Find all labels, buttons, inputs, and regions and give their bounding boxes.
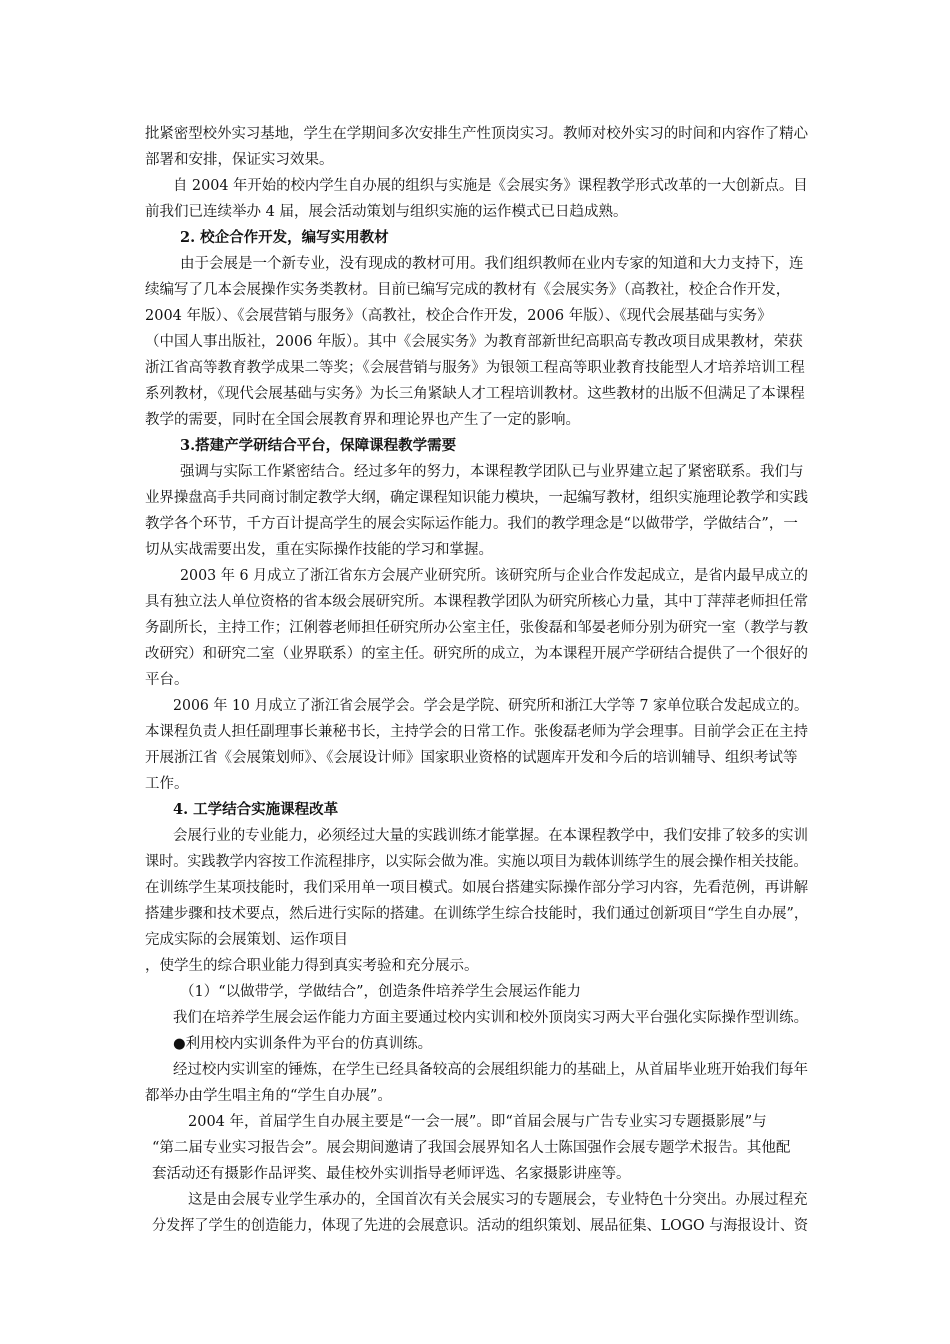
text-line-14: 强调与实际工作紧密结合。经过多年的努力，本课程教学团队已与业界建立起了紧密联系。我们与 (180, 464, 804, 480)
text-line-31: 搭建步骤和技术要点，然后进行实际的搭建。在训练学生综合技能时，我们通过创新项目“学生自办展”， (145, 906, 809, 922)
text-line-20: 务副所长，主持工作；江俐蓉老师担任研究所办公室主任，张俊磊和邹晏老师分别为研究一室（教学与教 (145, 620, 808, 636)
text-line-33: ，使学生的综合职业能力得到真实考验和充分展示。 (145, 958, 479, 974)
text-line-7: 续编写了几本会展操作实务类教材。目前已编写完成的教材有《会展实务》（高教社，校企合作开发， (145, 282, 791, 298)
bullet-item: ●利用校内实训条件为平台的仿真训练。 (173, 1036, 433, 1052)
text-line-3: 自 2004 年开始的校内学生自办展的组织与实施是《会展实务》课程教学形式改革的一大创新点。目 (173, 178, 808, 194)
text-line-21: 改研究）和研究二室（业界联系）的室主任。研究所的成立，为本课程开展产学研结合提供了一个很好的 (145, 646, 808, 662)
text-line-39: 2004 年，首届学生自办展主要是“一会一展”。即“首届会展与广告专业实习专题摄影展”与 (188, 1114, 767, 1130)
text-line-42: 这是由会展专业学生承办的，全国首次有关会展实习的专题展会，专业特色十分突出。办展过程充 (188, 1192, 808, 1208)
text-line-6: 由于会展是一个新专业，没有现成的教材可用。我们组织教师在业内专家的知道和大力支持下，连 (180, 256, 804, 272)
text-line-23: 2006 年 10 月成立了浙江省会展学会。学会是学院、研究所和浙江大学等 7 家单位联合发起成立的。 (173, 698, 809, 714)
subsection-heading-1: （1）“以做带学，学做结合”，创造条件培养学生会展运作能力 (180, 984, 582, 1000)
text-line-15: 业界操盘高手共同商讨制定教学大纲，确定课程知识能力模块，一起编写教材，组织实施理论教学和实践 (145, 490, 808, 506)
text-line-9: （中国人事出版社，2006 年版）。其中《会展实务》为教育部新世纪高职高专教改项目成果教材，荣获 (145, 334, 803, 350)
text-line-18: 2003 年 6 月成立了浙江省东方会展产业研究所。该研究所与企业合作发起成立，是省内最早成立的 (180, 568, 808, 584)
text-line-4: 前我们已连续举办 4 届，展会活动策划与组织实施的运作模式已日趋成熟。 (145, 204, 628, 220)
text-line-11: 系列教材，《现代会展基础与实务》为长三角紧缺人才工程培训教材。这些教材的出版不但满足了本课程 (145, 386, 805, 402)
text-line-16: 教学各个环节，千方百计提高学生的展会实际运作能力。我们的教学理念是“以做带学，学做结合”，一 (145, 516, 798, 532)
section-heading-4: 4. 工学结合实施课程改革 (173, 801, 339, 818)
text-line-22: 平台。 (145, 672, 189, 688)
text-line-38: 都举办由学生唱主角的“学生自办展”。 (145, 1088, 392, 1104)
text-line-19: 具有独立法人单位资格的省本级会展研究所。本课程教学团队为研究所核心力量，其中丁萍萍老师担任常 (145, 594, 808, 610)
text-line-12: 教学的需要，同时在全国会展教育界和理论界也产生了一定的影响。 (145, 412, 580, 428)
text-line-24: 本课程负责人担任副理事长兼秘书长，主持学会的日常工作。张俊磊老师为学会理事。目前学会正在主持 (145, 724, 808, 740)
section-heading-2: 2. 校企合作开发，编写实用教材 (180, 229, 389, 246)
text-line-17: 切从实战需要出发，重在实际操作技能的学习和掌握。 (145, 542, 493, 558)
text-line-1: 批紧密型校外实习基地，学生在学期间多次安排生产性顶岗实习。教师对校外实习的时间和内容作了精心 (145, 126, 808, 142)
text-line-30: 在训练学生某项技能时，我们采用单一项目模式。如展台搭建实际操作部分学习内容，先看范例，再讲解 (145, 880, 808, 896)
text-line-29: 课时。实践教学内容按工作流程排序，以实际会做为准。实施以项目为载体训练学生的展会操作相关技能。 (145, 854, 808, 870)
text-line-35: 我们在培养学生展会运作能力方面主要通过校内实训和校外顶岗实习两大平台强化实际操作型训练。 (173, 1010, 809, 1026)
text-line-41: 套活动还有摄影作品评奖、最佳校外实训指导老师评选、名家摄影讲座等。 (152, 1166, 631, 1182)
text-line-26: 工作。 (145, 776, 189, 792)
section-heading-3: 3.搭建产学研结合平台，保障课程教学需要 (180, 437, 457, 454)
text-line-10: 浙江省高等教育教学成果二等奖；《会展营销与服务》为银领工程高等职业教育技能型人才培养培训工程 (145, 360, 805, 376)
text-line-40: “第二届专业实习报告会”。展会期间邀请了我国会展界知名人士陈国强作会展专题学术报告。其他配 (152, 1140, 791, 1156)
text-line-43: 分发挥了学生的创造能力，体现了先进的会展意识。活动的组织策划、展品征集、LOGO 与海报设计、资 (152, 1218, 809, 1234)
text-line-2: 部署和安排，保证实习效果。 (145, 152, 334, 168)
text-line-37: 经过校内实训室的锤炼，在学生已经具备较高的会展组织能力的基础上，从首届毕业班开始我们每年 (173, 1062, 809, 1078)
text-line-25: 开展浙江省《会展策划师》、《会展设计师》国家职业资格的试题库开发和今后的培训辅导、组织考试等 (145, 750, 798, 766)
text-line-28: 会展行业的专业能力，必须经过大量的实践训练才能掌握。在本课程教学中，我们安排了较多的实训 (173, 828, 809, 844)
text-line-32: 完成实际的会展策划、运作项目 (145, 932, 348, 948)
text-line-8: 2004 年版）、《会展营销与服务》（高教社，校企合作开发，2006 年版）、《现代会展基础与实务》 (145, 308, 772, 324)
